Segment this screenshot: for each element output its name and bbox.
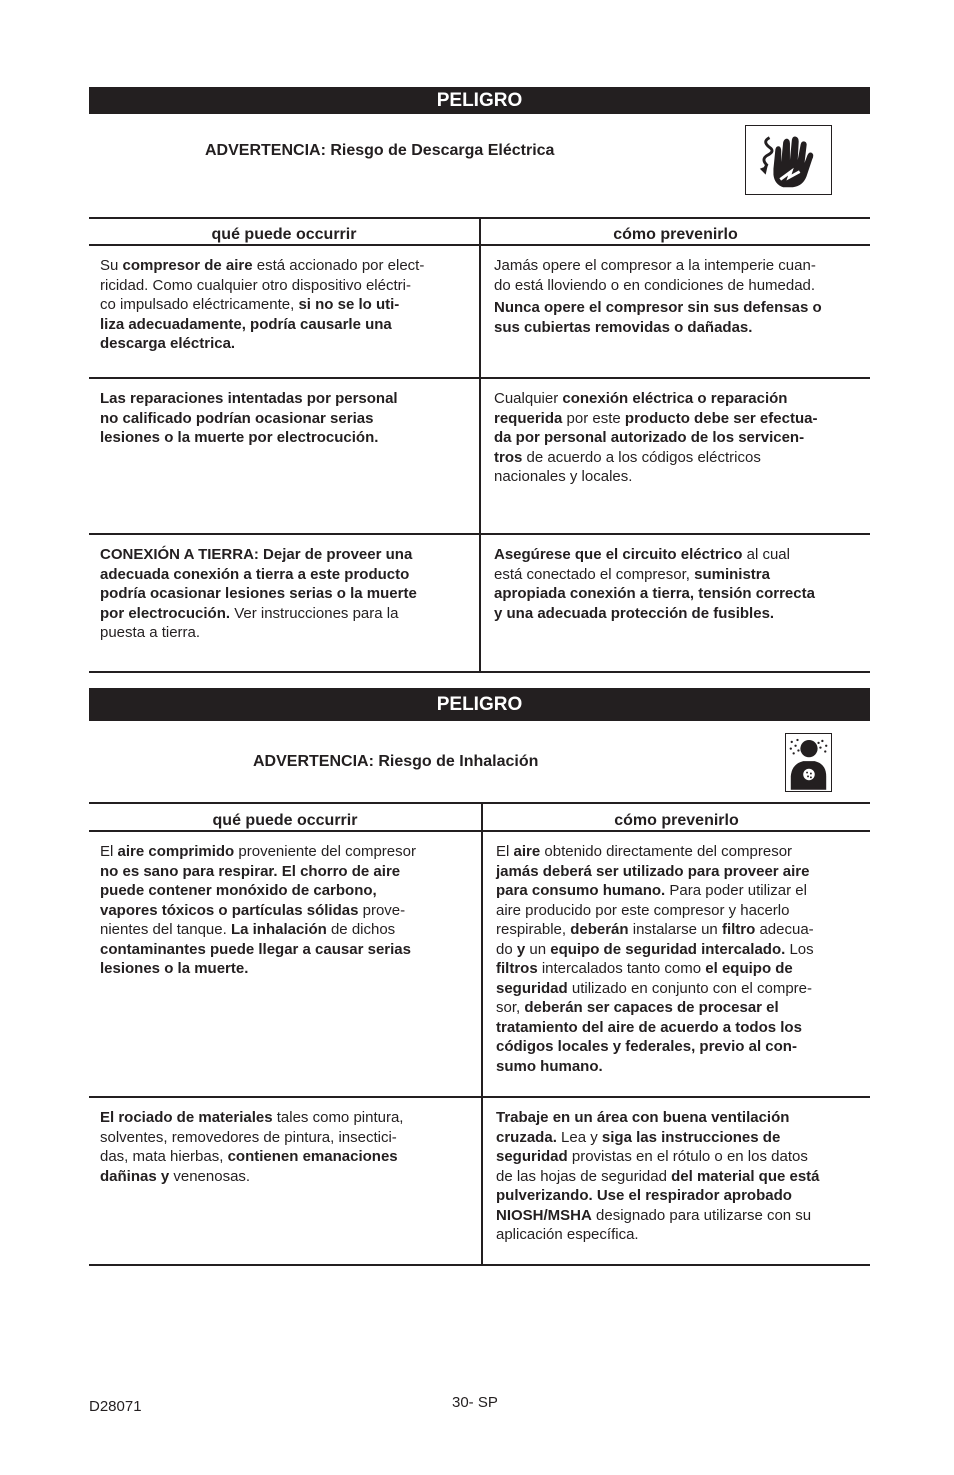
prevention-text: Trabaje en un área con buena ventilación cruzada. Lea y siga las instrucciones de seguridad provistas en el rótulo o en los datos de las hojas de seguridad del material que está pulverizando. Use el respirador aprobado NIOSH/MSHA designado para utilizarse con su aplicación específica. <box>482 1097 870 1265</box>
column-header-what-can-happen: qué puede occurrir <box>89 803 482 831</box>
prevention-text: Jamás opere el compresor a la intemperie cuan- do está lloviendo o en condiciones de humedad. Nunca opere el compresor sin sus defensas o sus cubiertas removidas o dañadas. <box>480 245 870 378</box>
warning-heading: ADVERTENCIA: Riesgo de Descarga Eléctrica <box>205 142 555 159</box>
warning-heading: ADVERTENCIA: Riesgo de Inhalación <box>253 753 539 770</box>
table-row <box>89 245 870 378</box>
hazard-text: CONEXIÓN A TIERRA: Dejar de proveer una adecuada conexión a tierra a este producto podría ocasionar lesiones serias o la muerte por electrocución. Ver instrucciones para la puesta a tierra. <box>89 534 480 672</box>
hazard-table-electric <box>89 217 870 673</box>
electric-shock-hand-icon <box>745 125 832 195</box>
hazard-text: Su compresor de aire está accionado por elect- ricidad. Como cualquier otro dispositivo eléctri- co impulsado eléctricamente, si no se lo uti- liza adecuadamente, podría causarle una descarga eléctrica. <box>89 245 480 378</box>
table-row <box>89 534 870 672</box>
column-header-how-to-prevent: cómo prevenirlo <box>480 218 870 245</box>
document-number: D28071 <box>89 1398 142 1415</box>
column-header-how-to-prevent: cómo prevenirlo <box>482 803 870 831</box>
prevention-text: Cualquier conexión eléctrica o reparación requerida por este producto debe ser efectua- da por personal autorizado de los servicen- tros de acuerdo a los códigos eléctricos nacionales y locales. <box>480 378 870 534</box>
column-header-what-can-happen: qué puede occurrir <box>89 218 480 245</box>
page-number: 30- SP <box>452 1394 498 1411</box>
table-row <box>89 378 870 534</box>
danger-banner: PELIGRO <box>89 688 870 721</box>
prevention-text: El aire obtenido directamente del compresor jamás deberá ser utilizado para proveer aire para consumo humano. Para poder utilizar el aire producido por este compresor y hacerlo respirable, deberán instalarse un filtro adecua- do y un equipo de seguridad intercalado. Los filtros intercalados tanto como el equipo de seguridad utilizado en conjunto con el compre- sor, deberán ser capaces de procesar el tratamiento del aire de acuerdo a todos los códigos locales y federales, previo al con- sumo humano. <box>482 831 870 1097</box>
hazard-text: El rociado de materiales tales como pintura, solventes, removedores de pintura, insectici- das, mata hierbas, contienen emanaciones dañinas y venenosas. <box>89 1097 482 1265</box>
danger-banner: PELIGRO <box>89 87 870 114</box>
hazard-text: Las reparaciones intentadas por personal no calificado podrían ocasionar serias lesiones o la muerte por electrocución. <box>89 378 480 534</box>
prevention-text: Asegúrese que el circuito eléctrico al cual está conectado el compresor, suministra apropiada conexión a tierra, tensión correcta y una adecuada protección de fusibles. <box>480 534 870 672</box>
inhalation-hazard-icon <box>785 733 832 792</box>
table-row <box>89 1097 870 1265</box>
hazard-table-inhalation <box>89 802 870 1266</box>
hazard-text: El aire comprimido proveniente del compresor no es sano para respirar. El chorro de aire puede contener monóxido de carbono, vapores tóxicos o partículas sólidas prove- nientes del tanque. La inhalación de dichos contaminantes puede llegar a causar serias lesiones o la muerte. <box>89 831 482 1097</box>
table-row <box>89 831 870 1097</box>
